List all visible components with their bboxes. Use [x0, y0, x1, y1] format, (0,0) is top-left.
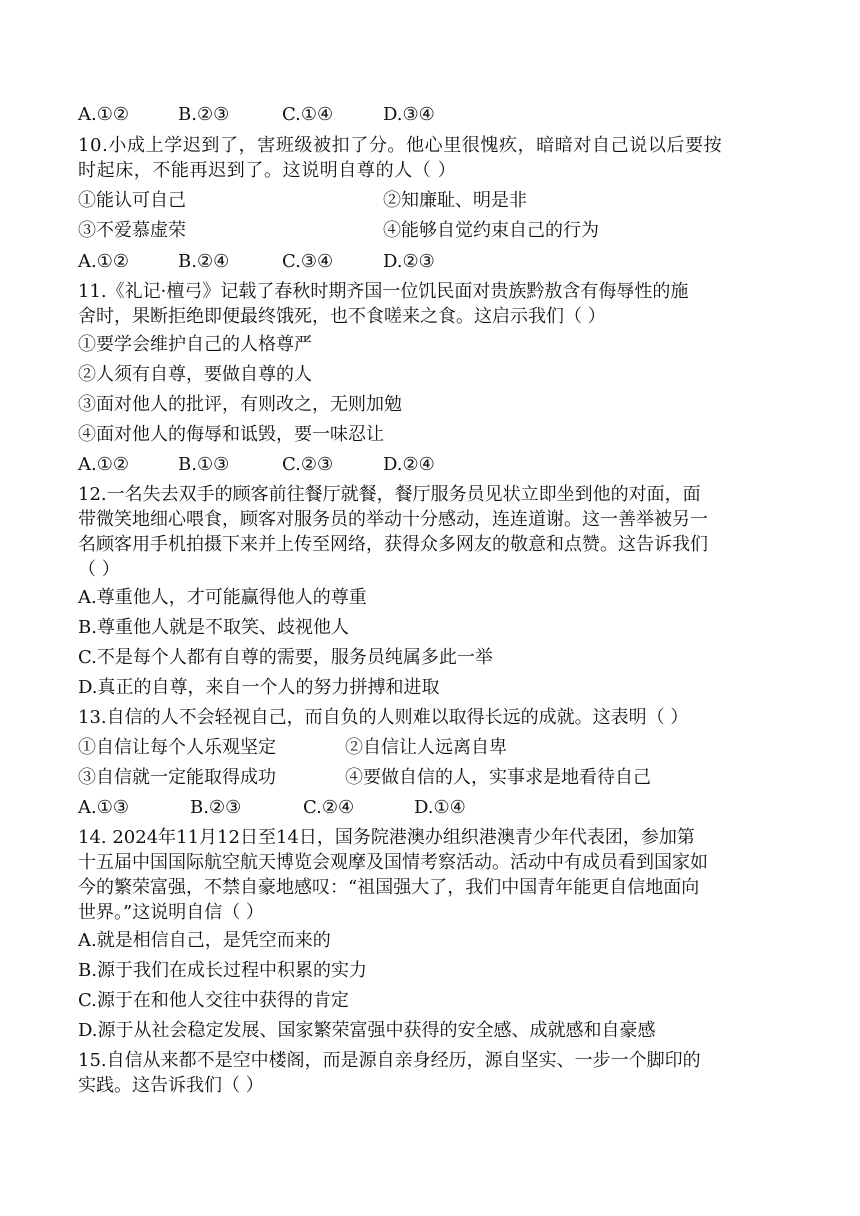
q12-option-b: B.尊重他人就是不取笑、歧视他人: [78, 617, 349, 638]
q11-option-a: A.①②: [78, 454, 129, 475]
q13-option-a: A.①③: [78, 797, 129, 818]
q14-option-d: D.源于从社会稳定发展、国家繁荣富强中获得的安全感、成就感和自豪感: [78, 1020, 656, 1041]
q15-stem-line-1: 15.自信从来都不是空中楼阁，而是源自亲身经历，源自坚实、一步一个脚印的: [78, 1050, 701, 1071]
q14-option-c: C.源于在和他人交往中获得的肯定: [78, 990, 349, 1011]
q9-option-d: D.③④: [383, 104, 435, 125]
q11-item-2: ②人须有自尊，要做自尊的人: [78, 364, 312, 385]
q13-item-1: ①自信让每个人乐观坚定: [78, 737, 276, 758]
q13-item-3: ③自信就一定能取得成功: [78, 767, 276, 788]
q11-option-d: D.②④: [383, 454, 435, 475]
q14-option-b: B.源于我们在成长过程中积累的实力: [78, 960, 367, 981]
q10-item-2: ②知廉耻、明是非: [383, 190, 527, 211]
q13-item-4: ④要做自信的人，实事求是地看待自己: [345, 767, 651, 788]
q10-option-a: A.①②: [78, 251, 129, 272]
q15-stem-line-2: 实践。这告诉我们（ ）: [78, 1075, 264, 1096]
q10-item-4: ④能够自觉约束自己的行为: [383, 220, 599, 241]
q11-item-1: ①要学会维护自己的人格尊严: [78, 334, 312, 355]
q10-stem-line-2: 时起床，不能再迟到了。这说明自尊的人（ ）: [78, 160, 457, 181]
q13-option-d: D.①④: [414, 797, 466, 818]
q12-stem-line-4: （ ）: [78, 559, 120, 580]
q13-item-2: ②自信让人远离自卑: [345, 737, 507, 758]
q11-item-3: ③面对他人的批评，有则改之，无则加勉: [78, 394, 402, 415]
q13-stem-line-1: 13.自信的人不会轻视自己，而自负的人则难以取得长远的成就。这表明（ ）: [78, 707, 689, 728]
q14-stem-line-3: 今的繁荣富强，不禁自豪地感叹：“祖国强大了，我们中国青年能更自信地面向: [78, 877, 700, 898]
q12-stem-line-3: 名顾客用手机拍摄下来并上传至网络，获得众多网友的敬意和点赞。这告诉我们: [78, 534, 708, 555]
q12-option-d: D.真正的自尊，来自一个人的努力拼搏和进取: [78, 677, 440, 698]
q12-option-c: C.不是每个人都有自尊的需要，服务员纯属多此一举: [78, 647, 493, 668]
q10-item-3: ③不爱慕虚荣: [78, 220, 186, 241]
q11-stem-line-1: 11.《礼记·檀弓》记载了春秋时期齐国一位饥民面对贵族黔敖含有侮辱性的施: [78, 281, 689, 302]
q14-stem-line-2: 十五届中国国际航空航天博览会观摩及国情考察活动。活动中有成员看到国家如: [78, 852, 708, 873]
q14-stem-line-1: 14. 2024年11月12日至14日，国务院港澳办组织港澳青少年代表团，参加第: [78, 827, 695, 848]
q14-option-a: A.就是相信自己，是凭空而来的: [78, 930, 331, 951]
q10-item-1: ①能认可自己: [78, 190, 186, 211]
q9-option-c: C.①④: [282, 104, 334, 125]
q11-option-c: C.②③: [282, 454, 334, 475]
q11-stem-line-2: 舍时，果断拒绝即便最终饿死，也不食嗟来之食。这启示我们（ ）: [78, 306, 606, 327]
q9-option-b: B.②③: [178, 104, 230, 125]
q12-option-a: A.尊重他人，才可能赢得他人的尊重: [78, 587, 367, 608]
q13-option-b: B.②③: [190, 797, 242, 818]
q10-option-b: B.②④: [178, 251, 230, 272]
q13-option-c: C.②④: [303, 797, 355, 818]
q10-stem-line-1: 10.小成上学迟到了，害班级被扣了分。他心里很愧疚，暗暗对自己说以后要按: [78, 135, 723, 156]
q10-option-c: C.③④: [282, 251, 334, 272]
q11-item-4: ④面对他人的侮辱和诋毁，要一味忍让: [78, 424, 384, 445]
q12-stem-line-1: 12.一名失去双手的顾客前往餐厅就餐，餐厅服务员见状立即坐到他的对面，面: [78, 484, 701, 505]
q11-option-b: B.①③: [178, 454, 230, 475]
q14-stem-line-4: 世界。”这说明自信（ ）: [78, 902, 264, 923]
q12-stem-line-2: 带微笑地细心喂食，顾客对服务员的举动十分感动，连连道谢。这一善举被另一: [78, 509, 708, 530]
q10-option-d: D.②③: [383, 251, 435, 272]
q9-option-a: A.①②: [78, 104, 129, 125]
